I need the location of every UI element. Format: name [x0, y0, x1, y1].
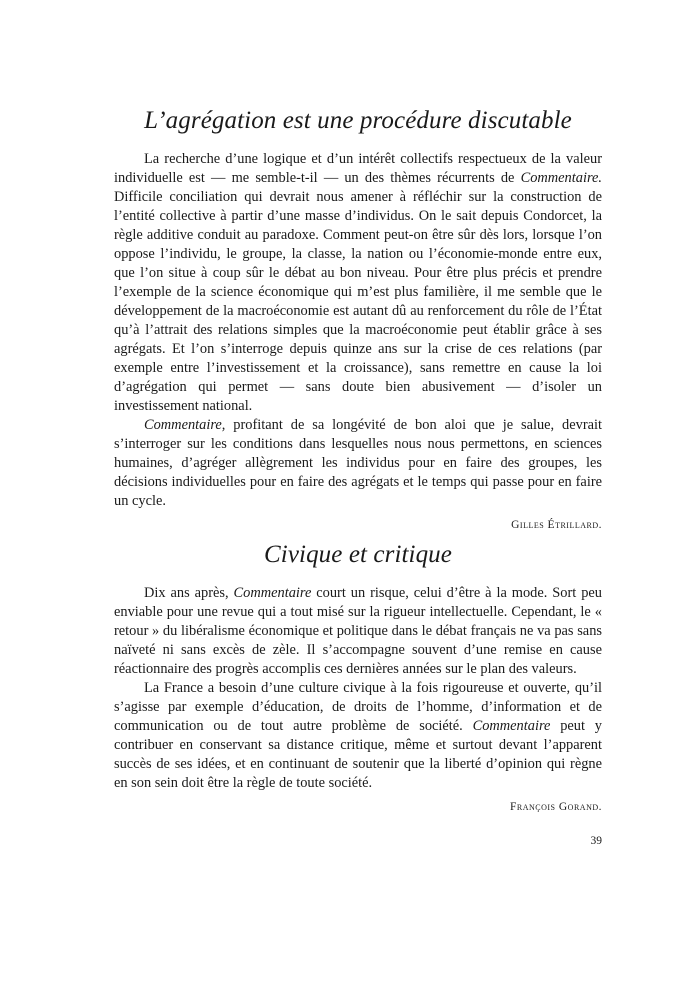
author-signature: Gilles Étrillard. [511, 519, 602, 531]
italic-title: Commentaire [472, 718, 551, 734]
page-number: 39 [590, 835, 602, 847]
article-title: L’agrégation est une procédure discutable [144, 107, 572, 134]
italic-title: Commentaire [233, 585, 312, 601]
article-paragraph: Commentaire, profitant de sa longévité de bon aloi que je salue, devrait s’interroger sur les conditions dans lesquelles nous nous permettons, en sciences humaines, d’agréger allègrement les individus pour en faire des groupes, les décisions individuelles pour en faire des agrégats et le temps qui passe pour en faire un cycle. [114, 417, 602, 509]
article-paragraph: La recherche d’une logique et d’un intérêt collectifs respectueux de la valeur individuelle est — me semble-t-il — un des thèmes récurrents de Commentaire. Difficile conciliation qui devrait nous amener à réfléchir sur la construction de l’entité collective à partir d’une masse d’individus. On le sait depuis Condorcet, la règle additive conduit au paradoxe. Comment peut-on être sûr dès lors, lorsque l’on oppose l’individu, le groupe, la classe, la nation ou l’économie-monde entre eux, que l’on situe à coup sûr le débat au bon niveau. Pour être plus précis et prendre l’exemple de la science économique qui m’est plus familière, il me semble que le développement de la macroéconomie est autant dû au renforcement du rôle de l’État qu’à l’attrait des relations simples que la macroéconomie peut établir grâce à ses agrégats. Et l’on s’interroge depuis quinze ans sur la crise de ces relations (par exemple entre l’investissement et la croissance), sans remettre en cause la loi d’agrégation qui permet — sans doute bien abusivement — d’isoler un investissement national. [114, 151, 602, 414]
article-title: Civique et critique [264, 541, 452, 568]
article-aggregation [114, 106, 602, 533]
article-paragraph: La France a besoin d’une culture civique à la fois rigoureuse et ouverte, qu’il s’agisse par exemple d’éducation, de droits de l’homme, d’information et de communication ou de tout autre problème de société. Commentaire peut y contribuer en conservant sa distance critique, même et surtout devant l’apparent succès de ses idées, et en continuant de soutenir que la liberté d’opinion qui règne en son sein doit être la règle de toute société. [114, 680, 602, 791]
article-paragraph: Dix ans après, Commentaire court un risque, celui d’être à la mode. Sort peu enviable pour une revue qui a tout misé sur la rigueur intellectuelle. Cependant, le « retour » du libéralisme économique et politique dans le débat français ne va pas sans naïveté ni sans excès de zèle. Il s’accompagne souvent d’une remise en cause réactionnaire des progrès accomplis ces dernières années sur le plan des valeurs. [114, 585, 602, 677]
article-civique [114, 540, 602, 815]
italic-title: Commentaire. [520, 170, 602, 186]
italic-title: Commentaire, [144, 417, 226, 433]
author-signature: François Gorand. [509, 801, 602, 813]
